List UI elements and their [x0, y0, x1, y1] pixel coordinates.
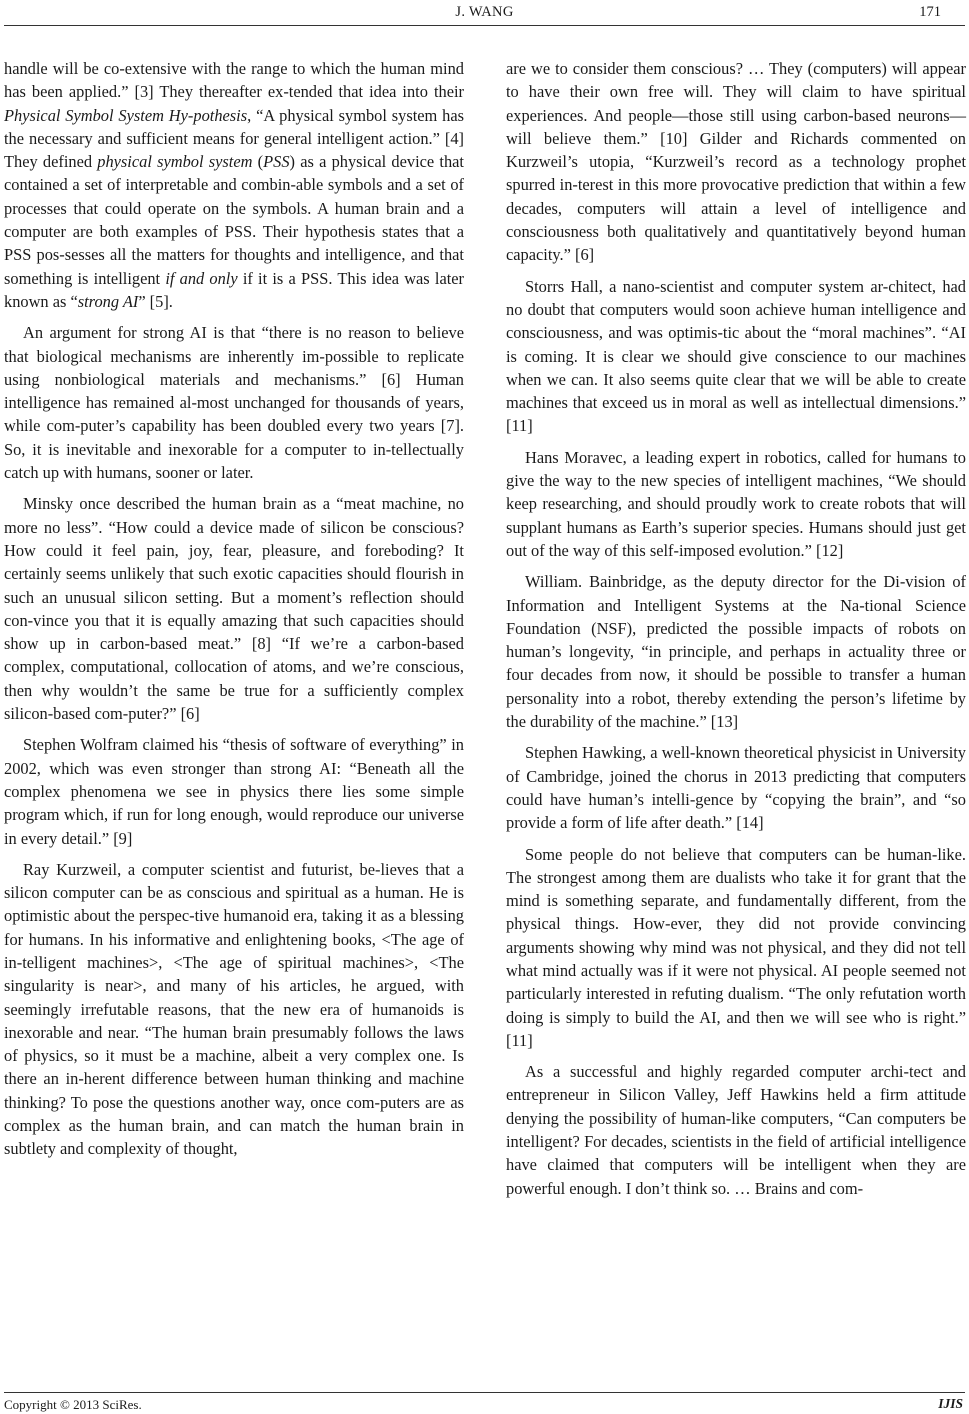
header-page-number: 171 [919, 4, 941, 20]
paragraph-storrs-hall: Storrs Hall, a nano-scientist and computer system ar-chitect, had no doubt that computers would soon achieve human intelligence and consciousness, and was optimis-tic about the “moral machines”. “AI is coming. It is clear we should give conscience to our machines when we can. It also seems quite clear that we will be able to create machines that exceed us in moral as well as intellectual dimensions.” [11] [506, 276, 966, 436]
paragraph-dualists: Some people do not believe that computers can be human-like. The strongest among them are dualists who take it for grant that the mind is something separate, and fundamentally different, from the physical things. How-ever, they did not provide convincing arguments showing why mind was not physical, and they did not tell what mind actually was if it were not physical. AI people seemed not particularly interested in refuting dualism. “The only refutation worth doing is simply to build the AI, and then we will see who is right.” [11] [506, 844, 966, 1050]
paragraph-moravec: Hans Moravec, a leading expert in robotics, called for humans to give the way to the new species of intelligent machines, “We should keep researching, and should proudly work to create robots that will supplant humans as Earth’s superior species. Humans should just get out of the way of this self-imposed evolution.” [12] [506, 447, 966, 560]
paragraph-pss-hypothesis: handle will be co-extensive with the range to which the human mind has been applied.” [3] They thereafter ex-tended that idea into their Physical Symbol System Hy-pothesis, “A physical symbol system has the necessary and sufficient means for general intelligent action.” [4] They defined physical symbol system (PSS) as a physical device that contained a set of interpretable and combin-able symbols and a set of processes that could operate on the symbols. A human brain and a computer are both examples of PSS. Their hypothesis states that a PSS pos-sesses all the matters for thoughts and intelligence, and that something is intelligent if and only if it is a PSS. This idea was later known as “strong AI” [5]. [4, 59, 465, 311]
footer-journal: IJIS [938, 1396, 963, 1411]
paragraph-kurzweil-continued: are we to consider them conscious? … They (computers) will appear to have their own free will. They will claim to have spiritual experiences. And people—those still using carbon-based neurons—will believe them.” [10] Gilder and Richards commented on Kurzweil’s utopia, “Kurzweil’s record as a technology prophet spurred in-terest in this more provocative prediction that within a few decades, computers will attain a level of intelligence and consciousness both qualitatively and quantitatively beyond human capacity.” [6] [506, 59, 966, 265]
header-rule [4, 25, 965, 26]
right-column [506, 57, 966, 1208]
header-author: J. WANG [455, 4, 514, 20]
paragraph-minsky: Minsky once described the human brain as a “meat machine, no more no less”. “How could a device made of silicon be conscious? How could it feel pain, joy, fear, pleasure, and foreboding? It certainly seems unlikely that such exotic capacities should flourish in such an unusual silicon setting. But a moment’s reflection should con-vince you that it is equally amazing that such capacities should show up in carbon-based meat.” [8] “If we’re a carbon-based complex, computational, collocation of atoms, and we’re conscious, then why wouldn’t the same be true for a sufficiently complex silicon-based com-puter?” [6] [4, 494, 464, 724]
footer-copyright: Copyright © 2013 SciRes. [4, 1397, 142, 1412]
paragraph-wolfram: Stephen Wolfram claimed his “thesis of software of everything” in 2002, which was even stronger than strong AI: “Beneath all the complex phenomena we see in physics there lies some simple program which, if run for long enough, would reproduce our universe in every detail.” [9] [4, 735, 464, 848]
paragraph-bainbridge: William. Bainbridge, as the deputy director for the Di-vision of Information and Intelligent Systems at the Na-tional Science Foundation (NSF), predicted the possible impacts of robots on human’s longevity, “in principle, and perhaps in actuality three or four decades from now, it should be possible to transfer a human personality into a robot, thereby extending the person’s lifetime by the durability of the machine.” [13] [506, 572, 966, 732]
paragraph-strong-ai-argument: An argument for strong AI is that “there is no reason to believe that biological mechanisms are inherently im-possible to replicate using nonbiological materials and mechanisms.” [6] Human intelligence has remained al-most unchanged for thousands of years, while com-puter’s capability has been doubled every two years [7]. So, it is inevitable and inexorable for a computer to in-tellectually catch up with humans, sooner or later. [4, 323, 464, 483]
paragraph-kurzweil: Ray Kurzweil, a computer scientist and futurist, be-lieves that a silicon computer can be as conscious and spiritual as a human. He is optimistic about the perspec-tive humanoid era, taking it as a blessing for humans. In his informative and enlightening books, <The age of in-telligent machines>, <The age of spiritual machines>, <The singularity is near>, and many of his articles, he argued, with seemingly irrefutable reasons, that the new era of humanoids is inexorable and near. “The human brain presumably follows the laws of physics, so it must be a machine, albeit a very complex one. Is there an in-herent difference between human thinking and machine thinking? To pose the questions another way, once com-puters are as complex as the human brain, and can match the human brain in subtlety and complexity of thought, [4, 859, 464, 1159]
left-column [4, 57, 464, 1169]
paragraph-hawking: Stephen Hawking, a well-known theoretical physicist in University of Cambridge, joined the chorus in 2013 predicting that computers could have human’s intelli-gence by “copying the brain”, and “so provide a form of life after death.” [14] [506, 743, 966, 833]
paragraph-hawkins: As a successful and highly regarded computer archi-tect and entrepreneur in Silicon Valley, Jeff Hawkins held a firm attitude denying the possibility of human-like computers, “Can computers be intelligent? For decades, scientists in the field of artificial intelligence have claimed that computers will be intelligent when they are powerful enough. I don’t think so. … Brains and com- [506, 1062, 966, 1198]
running-header [0, 0, 969, 26]
footer-rule [4, 1392, 965, 1393]
